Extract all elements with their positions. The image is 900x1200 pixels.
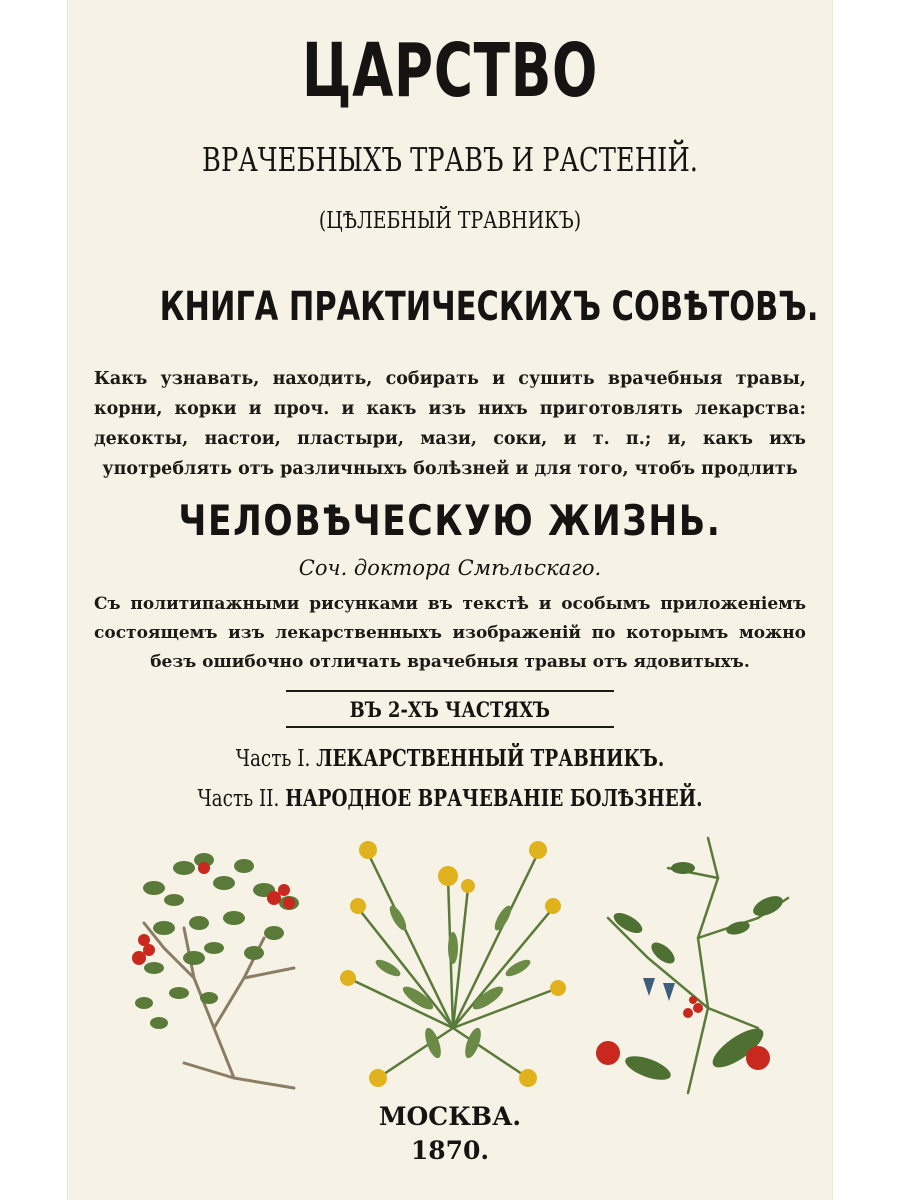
part-two-title: НАРОДНОЕ ВРАЧЕВАНІЕ БОЛѢЗНЕЙ.: [285, 785, 703, 812]
part-two-line: [144, 785, 755, 812]
parts-heading-box: [286, 690, 614, 728]
main-title: ЦАРСТВО: [301, 28, 599, 114]
description-paragraph: Какъ узнавать, находить, собирать и сушить врачебныя травы, корни, корки и проч. и какъ изъ нихъ приготовлять лекарства: декокты, настои, пластыри, мази, соки, и т. п.; и, какъ ихъ употреблять отъ различныхъ болѣзней и для того, чтобъ продлить: [94, 369, 806, 479]
book-cover: [68, 0, 832, 1200]
yellow-flower-plant-illustration: [338, 828, 568, 1098]
human-life-heading: ЧЕЛОВѢЧЕСКУЮ ЖИЗНЬ.: [178, 496, 722, 545]
book-title: КНИГА ПРАКТИЧЕСКИХЪ СОВѢТОВЪ.: [159, 284, 819, 330]
illustrations-note: Съ политипажными рисунками въ текстѣ и особымъ приложеніемъ состоящемъ изъ лекарственныхъ изображеній по которымъ можно безъ ошибочно отличать врачебныя травы отъ ядовитыхъ.: [94, 594, 806, 672]
lingonberry-plant-illustration: [124, 828, 324, 1098]
part-one-title: ЛЕКАРСТВЕННЫЙ ТРАВНИКЪ.: [316, 745, 665, 772]
part-two-prefix: Часть II.: [197, 786, 280, 812]
parts-heading: ВЪ 2-ХЪ ЧАСТЯХЪ: [349, 696, 551, 722]
parenthetical-title: (ЦѢЛЕБНЫЙ ТРАВНИКЪ): [318, 208, 582, 234]
part-one-line: [144, 745, 755, 772]
author-line: Соч. доктора Смѣльскаго.: [298, 556, 602, 580]
part-one-prefix: Часть I.: [235, 746, 311, 772]
nightshade-plant-illustration: [588, 828, 798, 1098]
publication-city: МОСКВА.: [378, 1102, 522, 1131]
publication-year: 1870.: [410, 1136, 490, 1165]
subtitle: ВРАЧЕБНЫХЪ ТРАВЪ И РАСТЕНІЙ.: [202, 140, 698, 179]
